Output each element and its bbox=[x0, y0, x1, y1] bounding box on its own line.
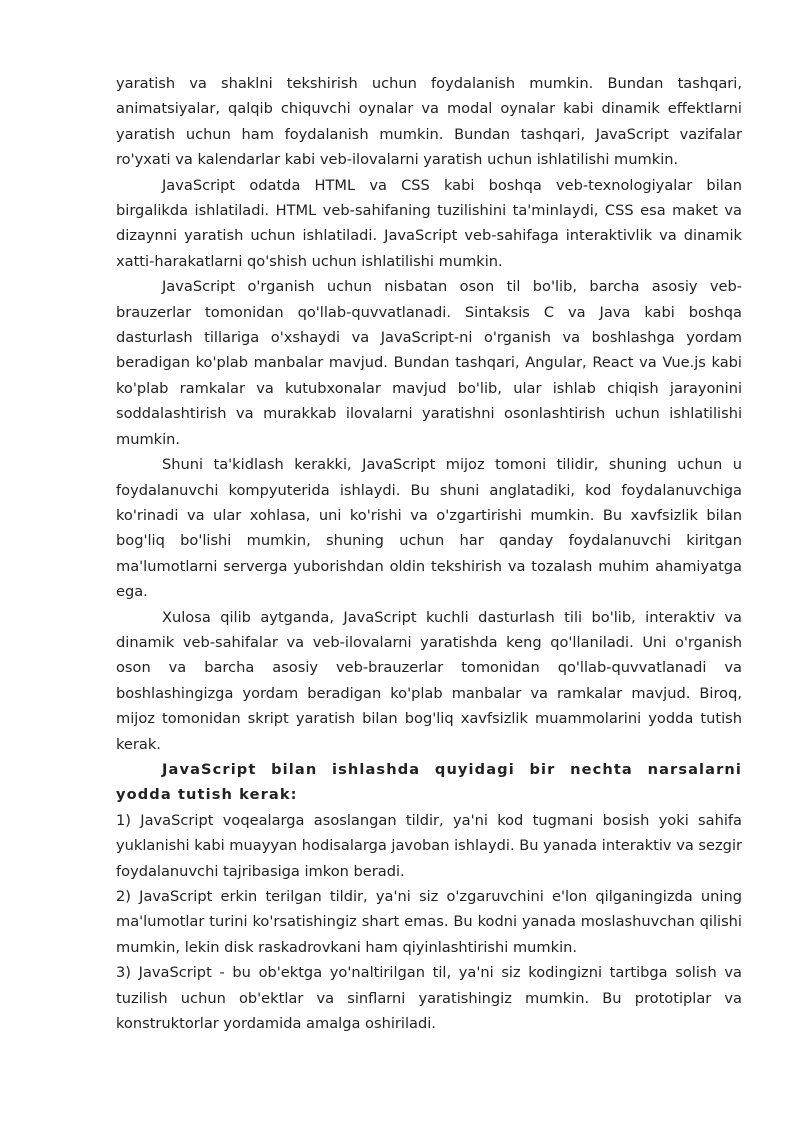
section-heading: JavaScript bilan ishlashda quyidagi bir nechta narsalarni yodda tutish kerak: bbox=[116, 760, 742, 804]
paragraph-js-with-html-css: JavaScript odatda HTML va CSS kabi boshqa veb-texnologiyalar bilan birgalikda ishlatiladi. HTML veb-sahifaning tuzilishini ta'minlaydi, CSS esa maket va dizaynni yaratish uchun ishlatiladi. JavaScript veb-sahifaga interaktivlik va dinamik xatti-harakatlarni qo'shish uchun ishlatilishi mumkin. bbox=[116, 176, 742, 270]
list-item-object-oriented: 3) JavaScript - bu ob'ektga yo'naltirilgan til, ya'ni siz kodingizni tartibga solish va tuzilish uchun ob'ektlar va sinflarni yaratishingiz mumkin. Bu prototiplar va konstruktorlar yordamida amalga oshiriladi. bbox=[116, 964, 742, 1033]
list-item-loosely-typed: 2) JavaScript erkin terilgan tildir, ya'ni siz o'zgaruvchini e'lon qilganingizda uning ma'lumotlar turini ko'rsatishingiz shart emas. Bu kodni yanada moslashuvchan qilishi mumkin, lekin disk raskadrovkani ham qiyinlashtirishi mumkin. bbox=[116, 888, 742, 956]
list-item-event-driven: 1) JavaScript voqealarga asoslangan tildir, ya'ni kod tugmani bosish yoki sahifa yuklanishi kabi muayyan hodisalarga javoban ishlaydi. Bu yanada interaktiv va sezgir foydalanuvchi tajribasiga imkon beradi. bbox=[116, 811, 742, 880]
paragraph-learning-js: JavaScript o'rganish uchun nisbatan oson til bo'lib, barcha asosiy veb-brauzerlar tomonidan qo'llab-quvvatlanadi. Sintaksis C va Java kabi boshqa dasturlash tillariga o'xshaydi va JavaScript-ni o'rganish va boshlashga yordam beradigan ko'plab manbalar mavjud. Bundan tashqari, Angular, React va Vue.js kabi ko'plab ramkalar va kutubxonalar mavjud bo'lib, ular ishlab chiqish jarayonini soddalashtirish va murakkab ilovalarni yaratishni osonlashtirish uchun ishlatilishi mumkin. bbox=[116, 278, 742, 448]
paragraph-conclusion: Xulosa qilib aytganda, JavaScript kuchli dasturlash tili bo'lib, interaktiv va dinamik veb-sahifalar va veb-ilovalarni yaratishda keng qo'llaniladi. Uni o'rganish oson va barcha asosiy veb-brauzerlar tomonidan qo'llab-quvvatlanadi va boshlashingizga yordam beradigan ko'plab manbalar va ramkalar mavjud. Biroq, mijoz tomonidan skript yaratish bilan bog'liq xavfsizlik muammolarini yodda tutish kerak. bbox=[116, 608, 742, 753]
paragraph-client-side-security: Shuni ta'kidlash kerakki, JavaScript mijoz tomoni tilidir, shuning uchun u foydalanuvchi kompyuterida ishlaydi. Bu shuni anglatadiki, kod foydalanuvchiga ko'rinadi va ular xohlasa, uni ko'rishi va o'zgartirishi mumkin. Bu xavfsizlik bilan bog'liq bo'lishi mumkin, shuning uchun har qanday foydalanuvchi kiritgan ma'lumotlarni serverga yuborishdan oldin tekshirish va tozalash muhim ahamiyatga ega. bbox=[116, 456, 742, 601]
paragraph-continuation: yaratish va shaklni tekshirish uchun foydalanish mumkin. Bundan tashqari, animatsiyalar, qalqib chiquvchi oynalar va modal oynalar kabi dinamik effektlarni yaratish uchun ham foydalanish mumkin. Bundan tashqari, JavaScript vazifalar ro'yxati va kalendarlar kabi veb-ilovalarni yaratish uchun ishlatilishi mumkin. bbox=[116, 75, 742, 169]
document-page bbox=[116, 71, 742, 1036]
